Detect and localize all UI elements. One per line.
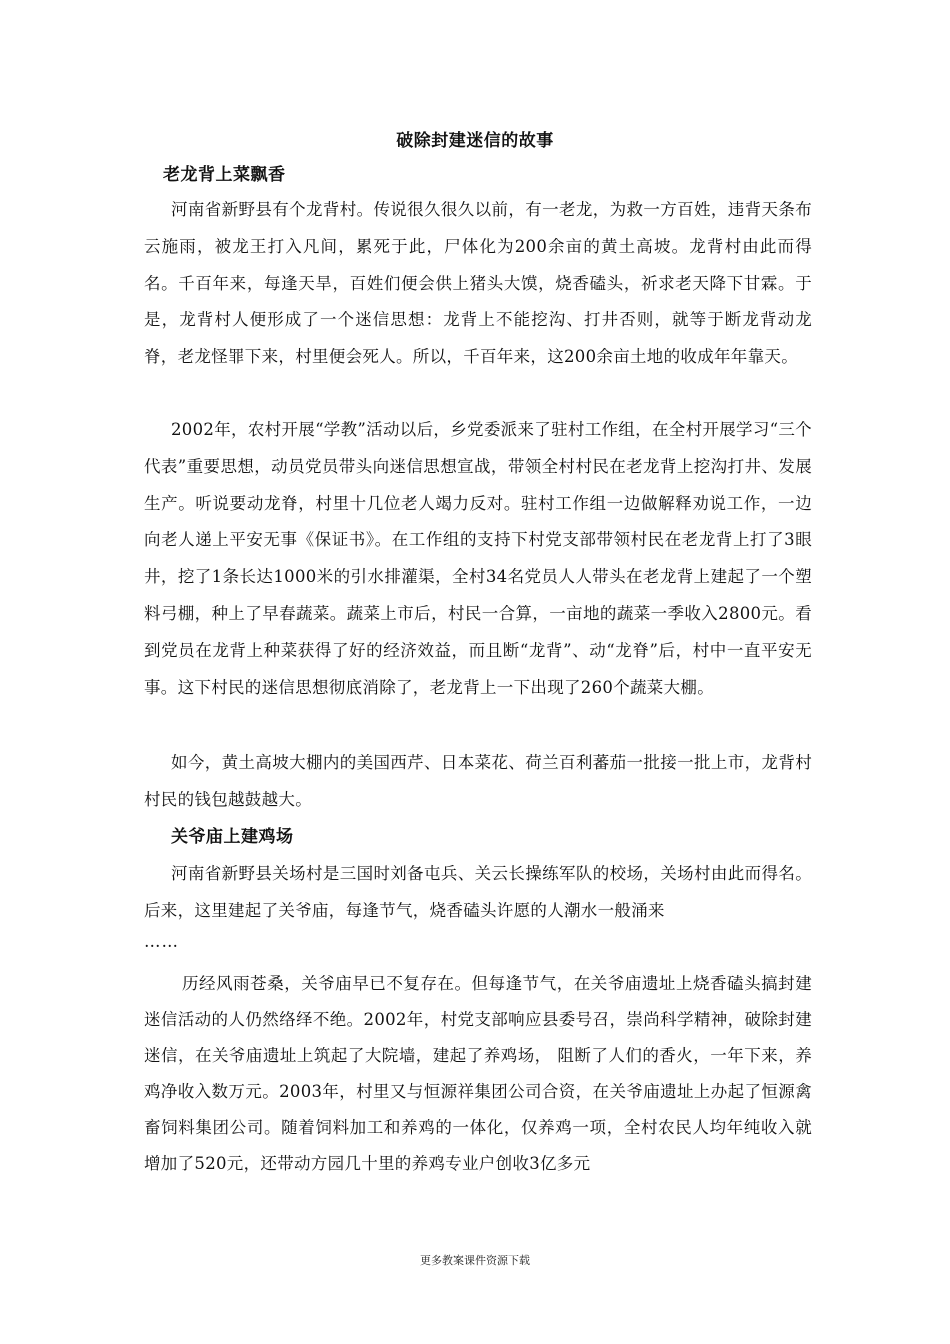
paragraph [144,856,812,960]
paragraph: 河南省新野县有个龙背村。传说很久很久以前，有一老龙，为救一方百姓，违背天条布云施雨，被龙王打入凡间，累死于此，尸体化为200余亩的黄土高坡。龙背村由此而得名。千百年来，每逢天旱，百姓们便会供上猪头大馍，烧香磕头，祈求老天降下甘霖。于是，龙背村人便形成了一个迷信思想：龙背上不能挖沟、打井否则，就等于断龙背动龙脊，老龙怪罪下来，村里便会死人。所以，千百年来，这200余亩土地的收成年年靠天。 [144,200,812,367]
document-title: 破除封建迷信的故事 [396,131,554,151]
paragraph: 2002年，农村开展“学教”活动以后，乡党委派来了驻村工作组，在全村开展学习“三个代表”重要思想，动员党员带头向迷信思想宣战，带领全村村民在老龙背上挖沟打井、发展生产。听说要动龙脊，村里十几位老人竭力反对。驻村工作组一边做解释劝说工作，一边向老人递上平安无事《保证书》。在工作组的支持下村党支部带领村民在老龙背上打了3眼井，挖了1条长达1000米的引水排灌渠，全村34名党员人人带头在老龙背上建起了一个塑料弓棚，种上了早春蔬菜。蔬菜上市后，村民一合算，一亩地的蔬菜一季收入2800元。看到党员在龙背上种菜获得了好的经济效益，而且断“龙背”、动“龙脊”后，村中一直平安无事。这下村民的迷信思想彻底消除了，老龙背上一下出现了260个蔬菜大棚。 [144,420,812,697]
section-heading-guanyemiao: 关爷庙上建鸡场 [171,827,294,847]
paragraph-text: 河南省新野县关场村是三国时刘备屯兵、关云长操练军队的校场，关场村由此而得名。后来，这里建起了关爷庙，每逢节气，烧香磕头许愿的人潮水一般涌来 [144,864,812,920]
page-footer: 更多教案课件资源下载 [420,1254,530,1267]
section-heading-longbei: 老龙背上菜飘香 [163,165,286,185]
paragraph: 历经风雨苍桑，关爷庙早已不复存在。但每逢节气，在关爷庙遗址上烧香磕头搞封建迷信活动的人仍然络绎不绝。2002年，村党支部响应县委号召，崇尚科学精神，破除封建迷信，在关爷庙遗址上筑起了大院墙，建起了养鸡场， 阻断了人们的香火，一年下来，养鸡净收入数万元。2003年，村里又与恒源祥集团公司合资，在关爷庙遗址上办起了恒源禽畜饲料集团公司。随着饲料加工和养鸡的一体化，仅养鸡一项，全村农民人均年纯收入就增加了520元，还带动方园几十里的养鸡专业户创收3亿多元 [144,974,812,1173]
ellipsis: …… [144,931,179,951]
paragraph: 如今，黄土高坡大棚内的美国西芹、日本菜花、荷兰百利蕃茄一批接一批上市，龙背村村民的钱包越鼓越大。 [144,753,812,809]
